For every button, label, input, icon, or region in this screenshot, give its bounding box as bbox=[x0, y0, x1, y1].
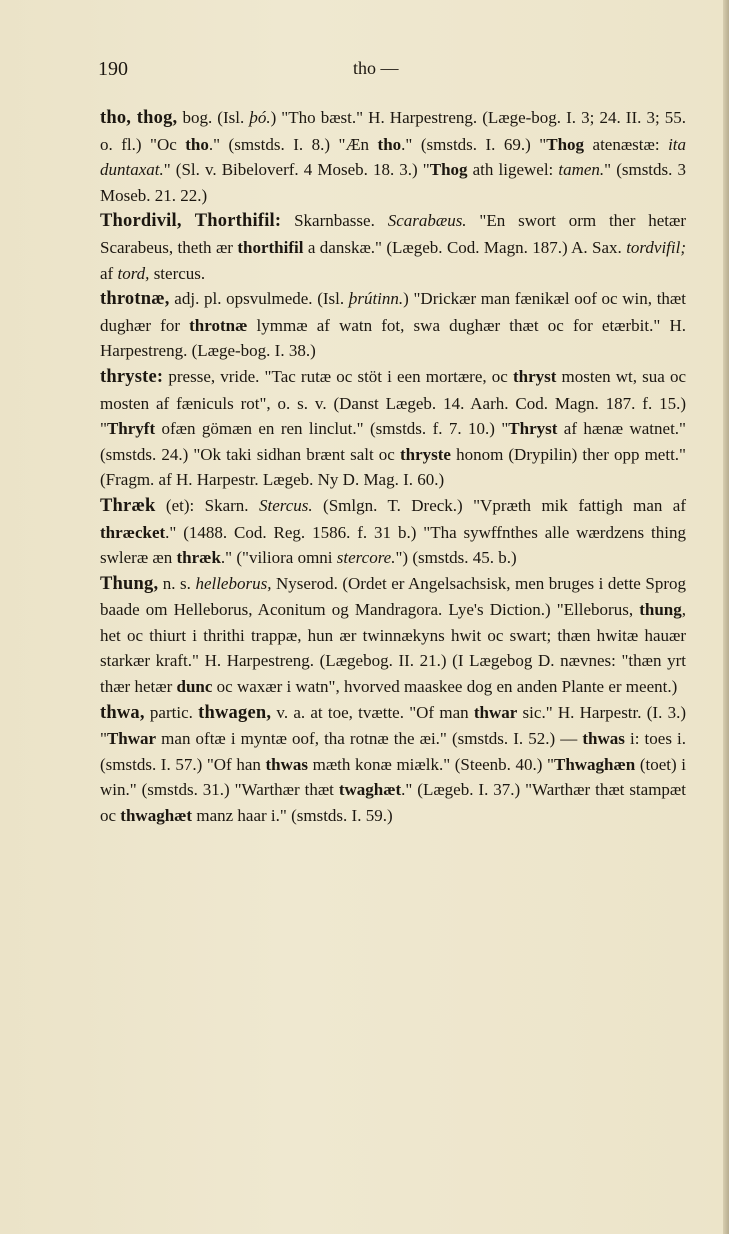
page-header bbox=[98, 58, 669, 88]
entry-text bbox=[100, 105, 686, 208]
entry-body: Nyserod. (Ordet er Angelsachsisk, men bruges i dette Sprog baade om Helleborus, Aconitum og Mandragora. Lye's Diction.) "Elleborus, bbox=[100, 573, 686, 620]
running-head: tho — bbox=[353, 58, 399, 78]
quoted-form: Thryst bbox=[508, 419, 558, 439]
entry-body: Skarnbasse. bbox=[281, 211, 388, 231]
entry-body: partic. bbox=[144, 702, 199, 722]
quoted-form: Thryft bbox=[106, 419, 156, 439]
dictionary-entry bbox=[100, 286, 686, 364]
entry-headword: Thung, bbox=[100, 573, 159, 594]
dictionary-entry bbox=[100, 571, 686, 700]
dictionary-entry bbox=[100, 700, 686, 829]
quoted-form: thryst bbox=[512, 366, 557, 386]
entry-body: n. s. bbox=[158, 573, 196, 593]
entry-headword: Thræk bbox=[100, 495, 156, 516]
quoted-form: thwagen, bbox=[198, 702, 272, 723]
dictionary-entry bbox=[100, 493, 686, 571]
quoted-form: thræcket bbox=[100, 522, 166, 542]
entry-body: ." (Lægeb. I. 37.) "Warthær thæt stampæt oc bbox=[100, 780, 686, 826]
entry-headword: Thordivil, Thorthifil: bbox=[100, 211, 282, 232]
dictionary-entry bbox=[100, 105, 686, 208]
entry-body: i: toes i. (smstds. I. 57.) "Of han bbox=[100, 729, 686, 774]
entry-body: , het oc thiurt i thrithi trappæ, hun ær twinnækyns hwit oc swart; thæn hwitæ hauær starkær kraft." H. Harpestreng. (Lægebog. II. 21.) (I Lægebog D. nævnes: "thæn yrt thær hetær bbox=[100, 600, 686, 697]
entry-body: a danskæ." (Lægeb. Cod. Magn. 187.) A. Sax. bbox=[303, 237, 627, 257]
entry-body: ." (smstds. I. 8.) "Æn bbox=[208, 134, 378, 154]
entry-body: oc waxær i watn", hvorved maaskee dog en anden Plante er meent.) bbox=[212, 677, 678, 697]
entry-body: ath ligewel: bbox=[467, 160, 559, 180]
entry-body: (et): Skarn. bbox=[155, 495, 259, 515]
quoted-form: thorthifil bbox=[237, 237, 304, 257]
entry-body: "En swort orm ther hetær Scarabeus, theth ær bbox=[100, 211, 686, 257]
latin-term: ita duntaxat. bbox=[100, 134, 687, 180]
entry-body: ofæn gömæn en ren linclut." (smstds. f. 7. 10.) " bbox=[155, 419, 509, 439]
entry-body: atenæstæ: bbox=[584, 134, 669, 154]
entry-body: ) "Tho bæst." H. Harpestreng. (Læge-bog. I. 3; 24. II. 3; 55. o. fl.) "Oc bbox=[100, 108, 686, 154]
entry-headword: tho, thog, bbox=[100, 108, 178, 128]
latin-term: þó. bbox=[249, 108, 271, 127]
quoted-form: thræk bbox=[176, 548, 221, 568]
latin-term: Stercus. bbox=[258, 495, 313, 515]
entry-body: manz haar i." (smstds. I. 59.) bbox=[192, 806, 393, 826]
latin-term: helleborus, bbox=[195, 573, 272, 593]
quoted-form: thwaghæt bbox=[120, 806, 193, 826]
entry-body: v. a. at toe, tvætte. "Of man bbox=[271, 702, 474, 722]
latin-term: stercore. bbox=[336, 548, 396, 568]
quoted-form: thwar bbox=[473, 702, 518, 722]
quoted-form: twaghæt bbox=[338, 780, 402, 800]
latin-term: tord, bbox=[117, 263, 150, 283]
entry-body: ." (1488. Cod. Reg. 1586. f. 31 b.) "Tha sywffnthes alle wærdzens thing swleræ æn bbox=[100, 522, 686, 568]
entry-text bbox=[100, 493, 686, 571]
entry-headword: thwa, bbox=[100, 702, 145, 723]
quoted-form: dunc bbox=[176, 677, 213, 697]
quoted-form: thung bbox=[639, 600, 682, 620]
entry-body: ." ("viliora omni bbox=[220, 548, 337, 568]
quoted-form: throtnæ bbox=[189, 315, 248, 335]
entry-text bbox=[100, 571, 686, 700]
entry-body: af hænæ watnet." (smstds. 24.) "Ok taki sidhan brænt salt oc bbox=[100, 419, 686, 464]
entry-body: ." (smstds. I. 69.) " bbox=[401, 134, 547, 154]
entry-body: mæth konæ miælk." (Steenb. 40.) " bbox=[308, 754, 554, 774]
entry-body: bog. (Isl. bbox=[177, 108, 250, 127]
entry-body: (toet) i win." (smstds. 31.) "Warthær thæt bbox=[100, 754, 686, 800]
dictionary-entry bbox=[100, 364, 686, 493]
dictionary-entry bbox=[100, 208, 686, 286]
entry-body: adj. pl. opsvulmede. (Isl. bbox=[169, 289, 349, 309]
dictionary-entries bbox=[100, 105, 686, 829]
entry-headword: thryste: bbox=[100, 366, 164, 387]
entry-text bbox=[100, 700, 686, 829]
quoted-form: Thog bbox=[429, 160, 468, 180]
entry-body: ) "Drickær man fænikæl oof oc win, thæt dughær for bbox=[100, 289, 686, 335]
page-edge bbox=[723, 0, 729, 1234]
entry-body: " (smstds. 3 Moseb. 21. 22.) bbox=[100, 160, 686, 205]
quoted-form: Thwaghæn bbox=[553, 754, 636, 774]
quoted-form: thwas bbox=[265, 754, 308, 774]
entry-body: honom (Drypilin) ther opp mett." (Fragm. af H. Harpestr. Lægeb. Ny D. Mag. I. 60.) bbox=[100, 444, 686, 490]
entry-text bbox=[100, 208, 686, 286]
entry-body: sic." H. Harpestr. (I. 3.) " bbox=[100, 702, 686, 749]
entry-text bbox=[100, 286, 686, 364]
latin-term: tordvifil; bbox=[626, 237, 686, 257]
entry-body: man oftæ i myntæ oof, tha rotnæ the æi." (smstds. I. 52.) — bbox=[156, 729, 583, 749]
entry-headword: throtnæ, bbox=[100, 289, 170, 310]
quoted-form: thryste bbox=[399, 444, 451, 464]
quoted-form: tho bbox=[185, 134, 209, 154]
quoted-form: tho bbox=[377, 134, 402, 154]
page-number: 190 bbox=[98, 58, 128, 80]
latin-term: þrútinn. bbox=[348, 289, 404, 309]
quoted-form: thwas bbox=[582, 729, 625, 749]
quoted-form: Thwar bbox=[106, 729, 157, 749]
entry-body: stercus. bbox=[149, 263, 206, 283]
entry-body: (Smlgn. T. Dreck.) "Vpræth mik fattigh man af bbox=[312, 495, 686, 515]
entry-body: mosten wt, sua oc mosten af fæniculs rot", o. s. v. (Danst Lægeb. 14. Aarh. Cod. Magn. 187. f. 15.) " bbox=[100, 366, 686, 439]
entry-text bbox=[100, 364, 686, 493]
entry-body: ") (smstds. 45. b.) bbox=[395, 548, 517, 568]
entry-body: " (Sl. v. Bibeloverf. 4 Moseb. 18. 3.) " bbox=[163, 160, 430, 180]
entry-body: lymmæ af watn fot, swa dughær thæt oc for etærbit." H. Harpestreng. (Læge-bog. I. 38.) bbox=[100, 315, 686, 361]
latin-term: Scarabæus. bbox=[387, 211, 467, 231]
latin-term: tamen. bbox=[558, 160, 605, 180]
quoted-form: Thog bbox=[546, 134, 585, 154]
entry-body: af bbox=[100, 263, 118, 283]
entry-body: presse, vride. "Tac rutæ oc stöt i een mortære, oc bbox=[163, 366, 513, 386]
